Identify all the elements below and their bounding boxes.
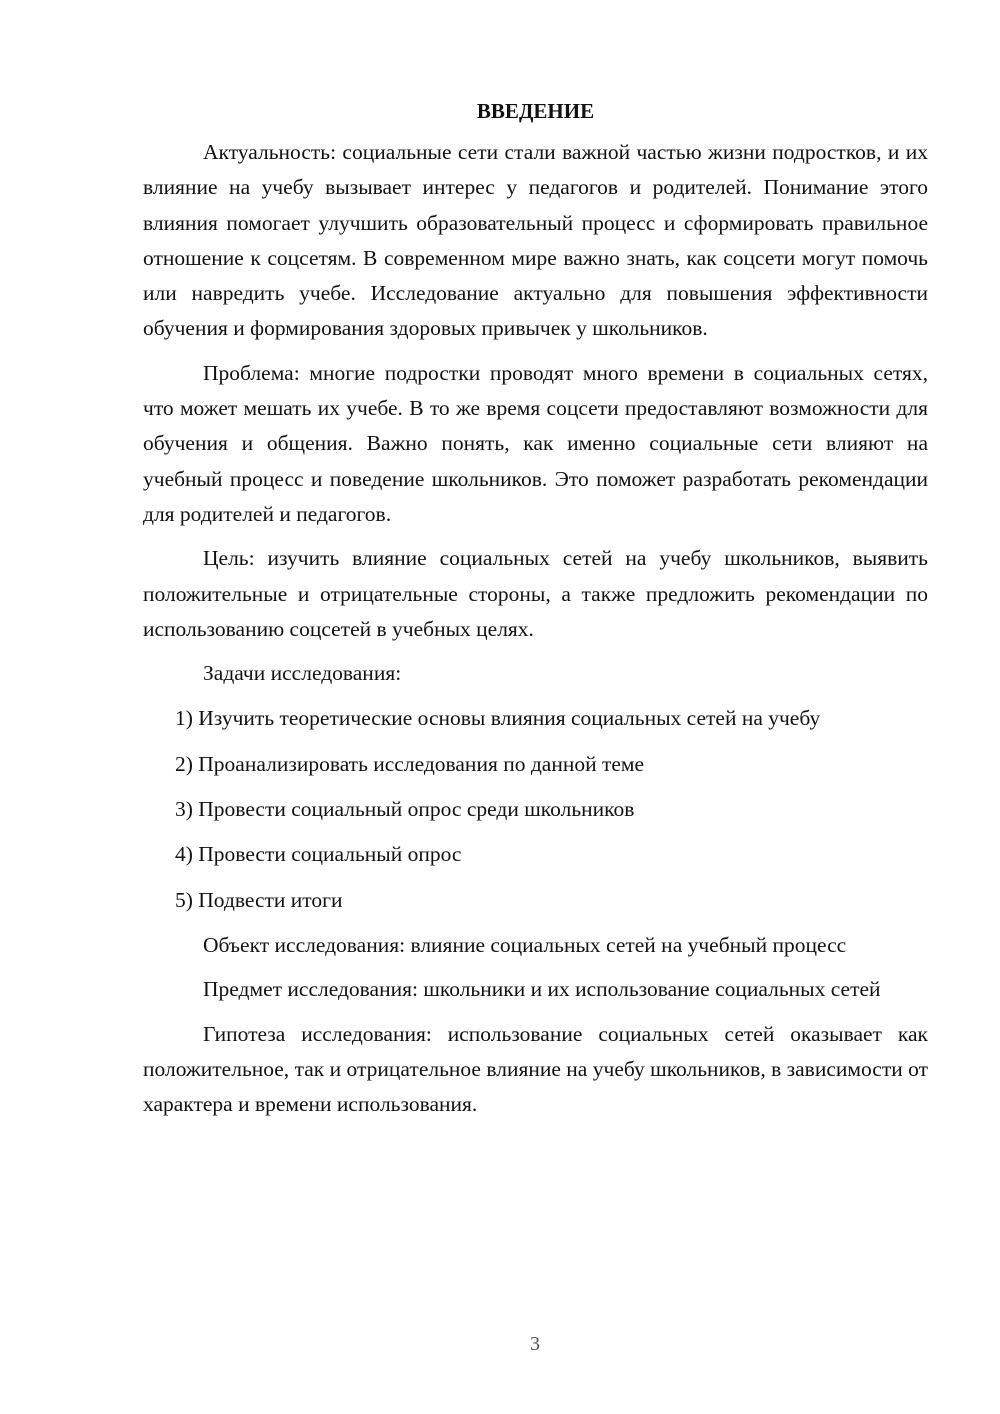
goal-paragraph: Цель: изучить влияние социальных сетей на учебу школьников, выявить положительные и отрицательные стороны, а также предложить рекомендации по использованию соцсетей в учебных целях. [143,546,928,641]
page-number: 3 [530,1333,540,1355]
hypothesis-paragraph: Гипотеза исследования: использование социальных сетей оказывает как положительное, так и отрицательное влияние на учебу школьников, в зависимости от характера и времени использования. [143,1021,928,1117]
task-item-3: 3) Провести социальный опрос среди школьников [175,797,635,822]
object-paragraph: Объект исследования: влияние социальных сетей на учебный процесс [203,932,847,957]
section-heading: ВВЕДЕНИЕ [476,99,595,123]
page-content [143,94,928,1131]
tasks-list [143,701,928,917]
task-item-1: 1) Изучить теоретические основы влияния социальных сетей на учебу [175,706,821,731]
subject-paragraph: Предмет исследования: школьники и их использование социальных сетей [203,977,881,1002]
tasks-label: Задачи исследования: [203,661,402,686]
relevance-paragraph: Актуальность: социальные сети стали важной частью жизни подростков, и их влияние на учебу вызывает интерес у педагогов и родителей. Понимание этого влияния помогает улучшить образовательный процесс и сформировать правильное отношение к соцсетям. В современном мире важно знать, как соцсети могут помочь или навредить учебе. Исследование актуально для повышения эффективности обучения и формирования здоровых привычек у школьников. [143,140,928,341]
problem-paragraph: Проблема: многие подростки проводят много времени в социальных сетях, что может мешать их учебе. В то же время соцсети предоставляют возможности для обучения и общения. Важно понять, как именно социальные сети влияют на учебный процесс и поведение школьников. Это поможет разработать рекомендации для родителей и педагогов. [143,360,928,526]
task-item-4: 4) Провести социальный опрос [175,842,462,867]
task-item-2: 2) Проанализировать исследования по данной теме [175,751,645,776]
task-item-5: 5) Подвести итоги [175,887,343,912]
